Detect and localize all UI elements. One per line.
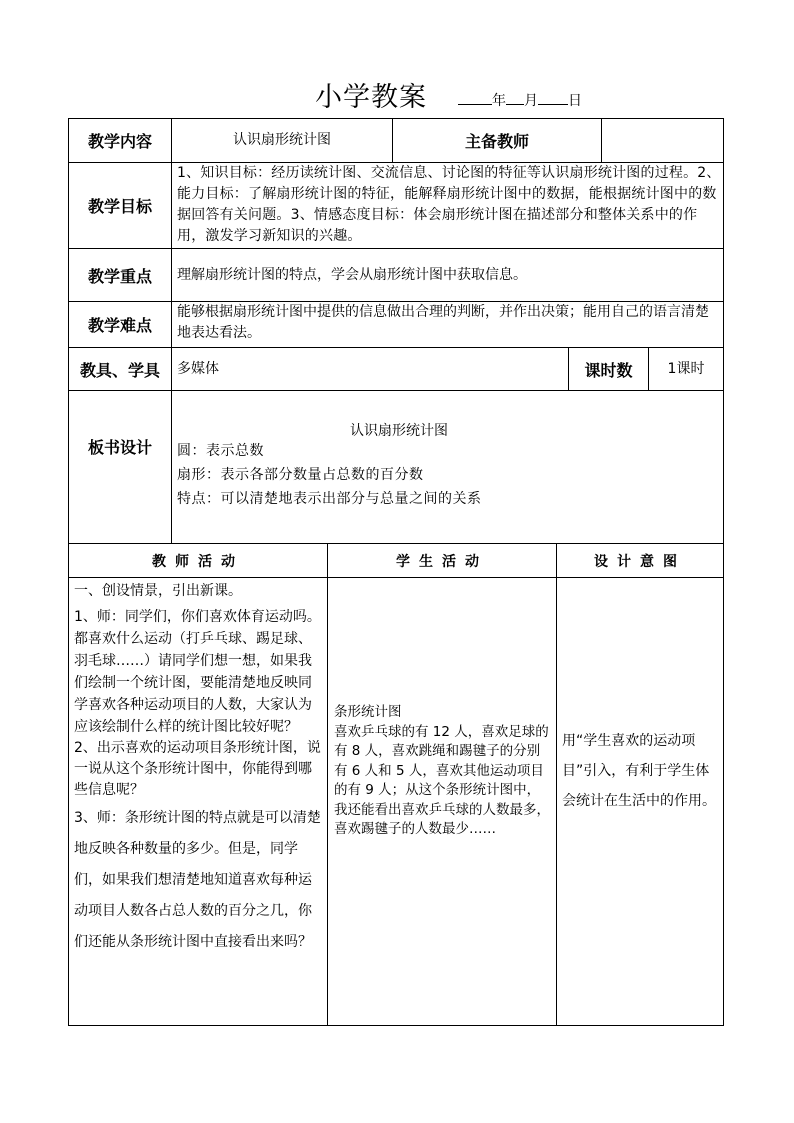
class-hours-label: 课时数 bbox=[584, 360, 633, 380]
key-points-text: 理解扇形统计图的特点，学会从扇形统计图中获取信息。 bbox=[177, 266, 527, 283]
lead-teacher-value bbox=[602, 119, 723, 162]
teacher-activity-cell bbox=[74, 580, 324, 1020]
tools-value: 多媒体 bbox=[177, 360, 219, 377]
board-design-heading: 认识扇形统计图 bbox=[350, 423, 448, 439]
tools-label: 教具、学具 bbox=[79, 360, 160, 380]
day-label: 日 bbox=[568, 93, 582, 109]
teacher-activity-step-2: 2、出示喜欢的运动项目条形统计图，说一说从这个条形统计图中，你能得到哪些信息呢？ bbox=[74, 740, 321, 798]
difficulty-label: 教学难点 bbox=[87, 316, 152, 335]
teacher-activity-step-3: 3、师：条形统计图的特点就是可以清楚地反映各种数量的多少。但是，同学们，如果我们想清楚地知道喜欢每种运动项目人数各占总人数的百分之几，你们还能从条形统计图中直接看出来吗？ bbox=[74, 810, 321, 950]
lead-teacher-label: 主备教师 bbox=[464, 132, 529, 151]
teacher-activity-step-1: 1、师：同学们，你们喜欢体育运动吗。都喜欢什么运动（打乒乓球、踢足球、羽毛球……）请同学们想一想，如果我们绘制一个统计图，要能清楚地反映同学喜欢各种运动项目的人数，大家认为应该绘制什么样的统计图比较好呢？ bbox=[74, 609, 321, 735]
month-label: 月 bbox=[524, 93, 538, 109]
class-hours-value: 1课时 bbox=[667, 360, 705, 377]
board-design-label: 板书设计 bbox=[87, 437, 152, 457]
design-intent-header: 设计意图 bbox=[594, 553, 686, 570]
key-points-label: 教学重点 bbox=[87, 266, 152, 286]
student-activity-text: 喜欢乒乓球的有 12 人，喜欢足球的有 8 人，喜欢跳绳和踢毽子的分别有 6 人和 5 人，喜欢其他运动项目的有 9 人；从这个条形统计图中，我还能看出喜欢乒乓球的人数最多，喜欢踢毽子的人数最少…… bbox=[334, 723, 550, 837]
board-line-sector: 扇形：表示各部分数量占总数的百分数 bbox=[177, 467, 424, 483]
page-header bbox=[0, 80, 794, 116]
student-activity-cell bbox=[334, 703, 552, 863]
student-activity-title: 条形统计图 bbox=[334, 704, 402, 720]
content-value: 认识扇形统计图 bbox=[233, 132, 331, 149]
content-label: 教学内容 bbox=[87, 132, 152, 151]
month-blank bbox=[506, 90, 524, 105]
page-title: 小学教案 bbox=[315, 82, 427, 113]
goals-text: 1、知识目标：经历读统计图、交流信息、讨论图的特征等认识扇形统计图的过程。2、能力目标：了解扇形统计图的特征，能解释扇形统计图中的数据，能根据统计图中的数据回答有关问题。3、情感态度目标：体会扇形统计图在描述部分和整体关系中的作用，激发学习新知识的兴趣。 bbox=[177, 165, 721, 244]
student-activity-header: 学生活动 bbox=[396, 553, 488, 570]
board-line-feature: 特点：可以清楚地表示出部分与总量之间的关系 bbox=[177, 491, 482, 507]
design-intent-text: 用“学生喜欢的运动项目”引入，有利于学生体会统计在生活中的作用。 bbox=[562, 733, 716, 809]
goals-label: 教学目标 bbox=[87, 197, 152, 216]
day-blank bbox=[538, 90, 568, 105]
year-blank bbox=[458, 90, 492, 105]
board-line-circle: 圆：表示总数 bbox=[177, 443, 264, 459]
difficulty-text: 能够根据扇形统计图中提供的信息做出合理的判断，并作出决策；能用自己的语言清楚地表达看法。 bbox=[177, 304, 709, 341]
teacher-activity-header: 教师活动 bbox=[152, 553, 244, 570]
date-field bbox=[458, 90, 582, 111]
year-label: 年 bbox=[492, 93, 506, 109]
teacher-activity-intro: 一、创设情景，引出新课。 bbox=[74, 583, 242, 599]
